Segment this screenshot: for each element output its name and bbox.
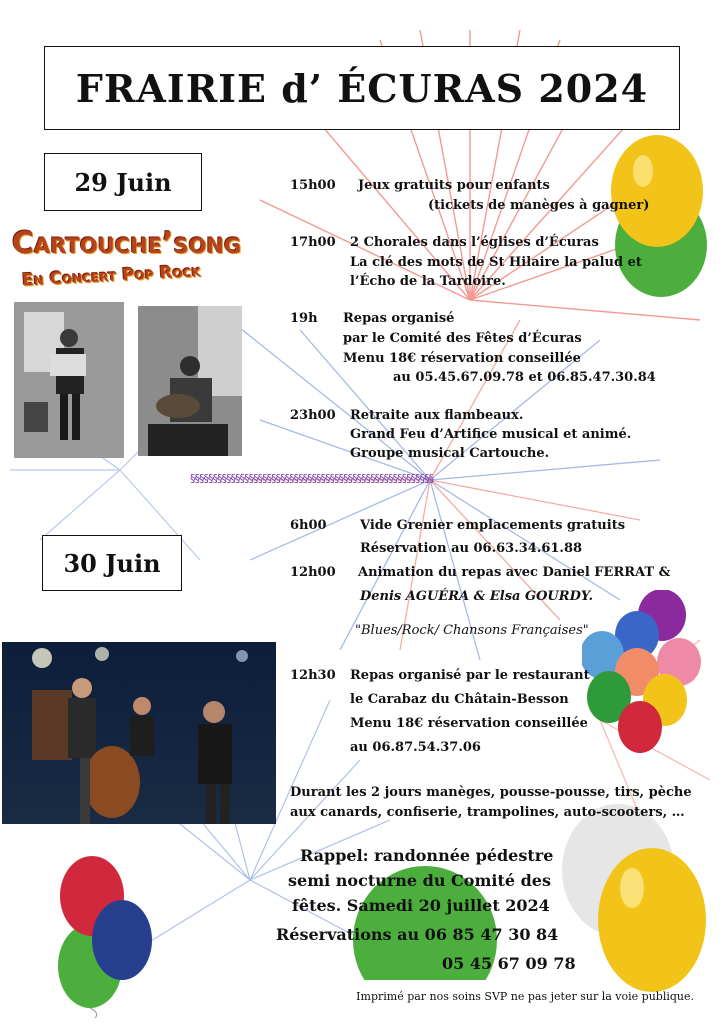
day1-event4-time: 23h00: [290, 408, 336, 423]
balloons-bottom-right-icon: [560, 800, 720, 1020]
day1-event3-line2: par le Comité des Fêtes d’Écuras: [343, 331, 582, 346]
day1-event3-line4: au 05.45.67.09.78 et 06.85.47.30.84: [393, 370, 656, 385]
note-line2: aux canards, confiserie, trampolines, auto-scooters, …: [290, 805, 685, 820]
day1-date-box: [44, 153, 202, 211]
day2-event1-time: 6h00: [290, 518, 327, 533]
day1-event2-line2: La clé des mots de St Hilaire la palud et: [350, 255, 642, 270]
day1-event2-time: 17h00: [290, 235, 336, 250]
day1-event4-line1: Retraite aux flambeaux.: [350, 408, 524, 423]
day2-event3-line1: Repas organisé par le restaurant: [350, 668, 590, 683]
section-divider: §§§§§§§§§§§§§§§§§§§§§§§§§§§§§§§§§§§§§§§§§§§§§§§§§§§§§§: [190, 472, 433, 484]
day2-event1-line1: Vide Grenier emplacements gratuits: [360, 518, 626, 533]
day1-event3-time: 19h: [290, 311, 318, 326]
band-name: Cartouche’song: [12, 226, 242, 261]
band-photo-accordion: [14, 302, 124, 458]
day2-event3-line4: au 06.87.54.37.06: [350, 740, 481, 755]
day1-event2-line1: 2 Chorales dans l’églises d’Écuras: [350, 235, 599, 250]
day2-date: 30 Juin: [63, 548, 161, 578]
day2-event2-line2: Denis AGUÉRA & Elsa GOURDY.: [360, 589, 593, 604]
day2-event2-line3: "Blues/Rock/ Chansons Françaises": [355, 623, 589, 638]
rappel-phone2: 05 45 67 09 78: [442, 954, 576, 973]
footer-note: Imprimé par nos soins SVP ne pas jeter sur la voie publique.: [356, 990, 694, 1003]
day1-event4-line2: Grand Feu d’Artifice musical et animé.: [350, 427, 632, 442]
day2-event3-line2: le Carabaz du Châtain-Besson: [350, 692, 569, 707]
day2-date-box: [42, 535, 182, 591]
concert-photo: [2, 642, 276, 824]
rappel-line2: semi nocturne du Comité des: [288, 871, 551, 890]
day1-date: 29 Juin: [74, 167, 172, 197]
day2-event1-line2: Réservation au 06.63.34.61.88: [360, 541, 583, 556]
rappel-line1: Rappel: randonnée pédestre: [300, 846, 554, 865]
balloons-bottom-left-icon: [50, 848, 160, 1018]
balloons-middle-right-icon: [582, 590, 707, 760]
day2-event3-line3: Menu 18€ réservation conseillée: [350, 716, 588, 731]
title-box: [44, 46, 680, 130]
day1-event3-line1: Repas organisé: [343, 311, 455, 326]
day1-event2-line3: l’Écho de la Tardoire.: [350, 274, 506, 289]
rappel-line3: fêtes. Samedi 20 juillet 2024: [292, 896, 550, 915]
note-line1: Durant les 2 jours manèges, pousse-pousse, tirs, pèche: [290, 785, 692, 800]
day2-event3-time: 12h30: [290, 668, 336, 683]
day2-event2-line1: Animation du repas avec Daniel FERRAT &: [358, 565, 671, 580]
band-photo-guitar: [138, 306, 242, 456]
day1-event1-line1: Jeux gratuits pour enfants: [358, 178, 550, 193]
band-subtitle: En Concert Pop Rock: [21, 261, 202, 291]
rappel-reservations: Réservations au 06 85 47 30 84: [276, 925, 559, 944]
balloons-top-right-icon: [605, 135, 715, 310]
page-title: FRAIRIE d’ ÉCURAS 2024: [75, 65, 649, 111]
day1-event1-line2: (tickets de manèges à gagner): [428, 198, 650, 213]
day1-event3-line3: Menu 18€ réservation conseillée: [343, 351, 581, 366]
day1-event4-line3: Groupe musical Cartouche.: [350, 446, 550, 461]
day1-event1-time: 15h00: [290, 178, 336, 193]
day2-event2-time: 12h00: [290, 565, 336, 580]
